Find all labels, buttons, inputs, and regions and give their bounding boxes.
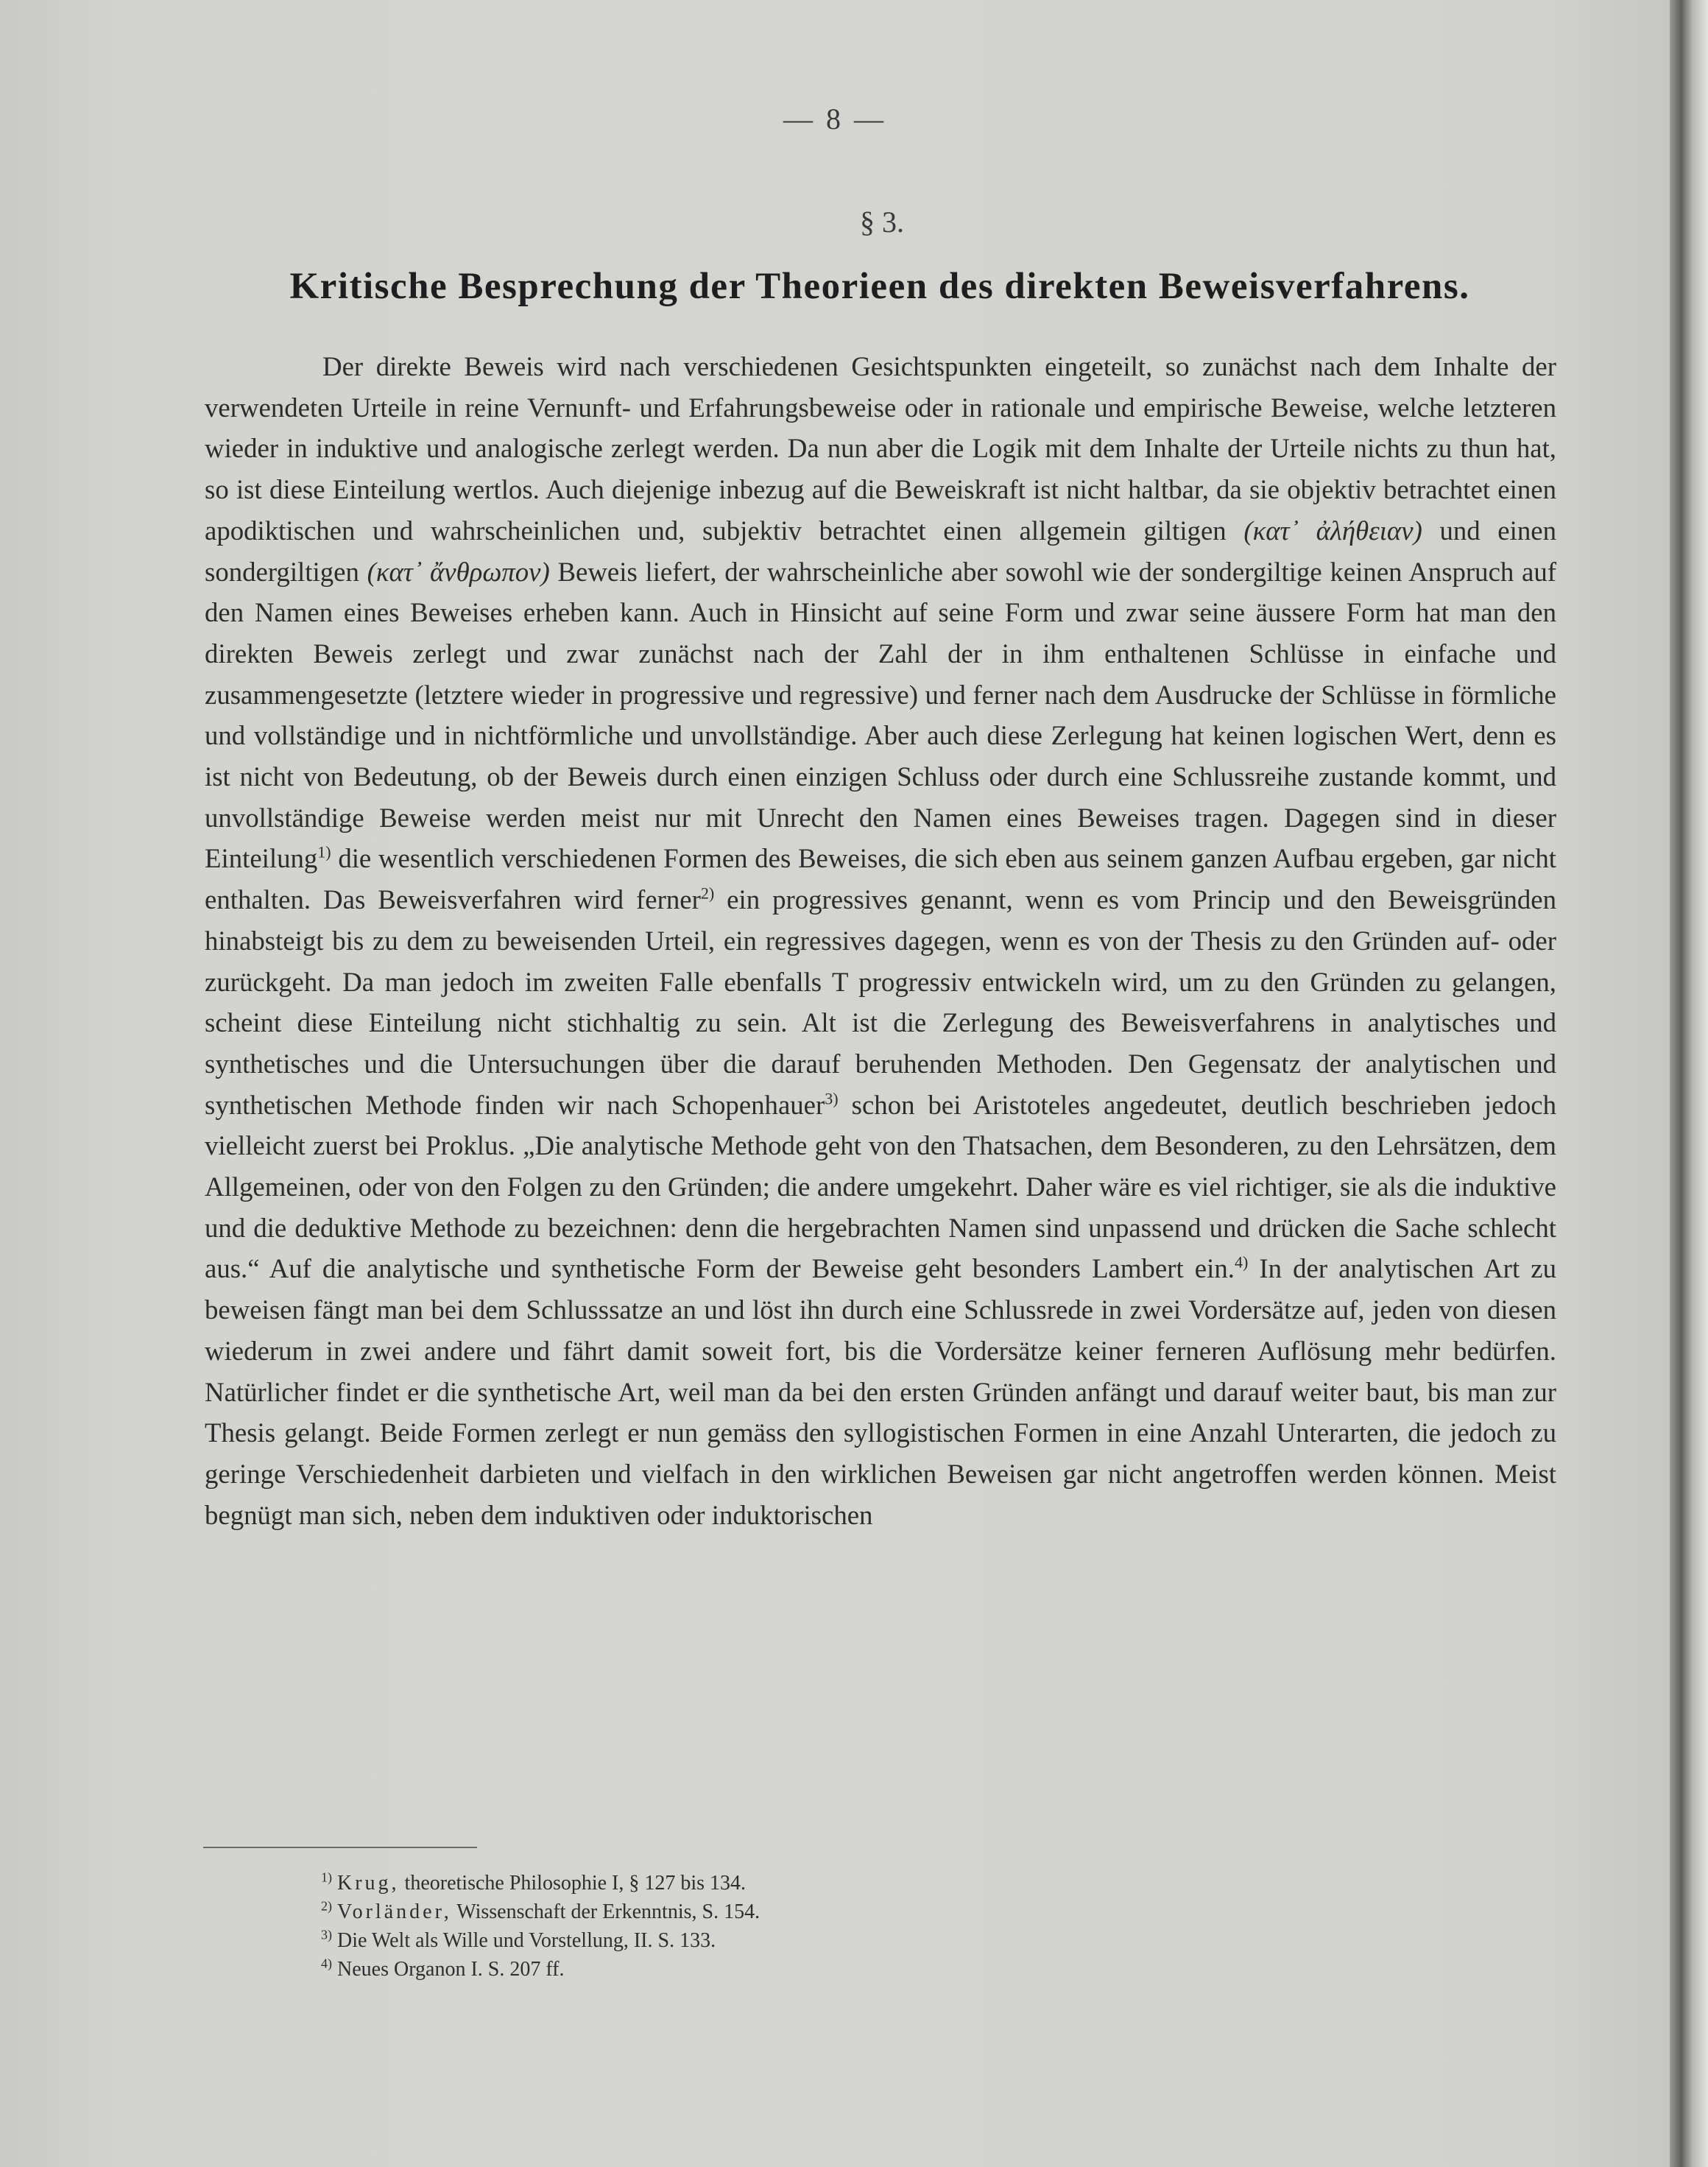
section-mark: § 3. — [860, 205, 904, 239]
footnote-author: Krug, — [337, 1872, 400, 1895]
footnote-mark: 2) — [321, 1898, 332, 1914]
body-text-part: schon bei Aristoteles angedeutet, deutlich beschrieben jedoch vielleicht zuerst bei Proklus. „Die analytische Methode geht von den Thatsachen, dem Besonderen, zu den Lehrsätzen, dem Allgemeinen, oder von den Folgen zu den Gründen; die andere umgekehrt. Daher wäre es viel richtiger, sie als die induktive und die deduktive Methode zu bezeichnen: denn die hergebrachten Namen sind unpassend und drücken die Sache schlecht aus.“ Auf die analytische und synthetische Form der Beweise geht besonders Lambert ein. — [205, 1089, 1556, 1284]
footnote — [321, 1955, 760, 1984]
body-text-part: In der analytischen Art zu beweisen fängt man bei dem Schlusssatze an und löst ihn durch eine Schlussrede in zwei Vordersätze auf, jeden von diesen wiederum in zwei andere und fährt damit soweit fort, bis die Vordersätze keiner ferneren Auflösung mehr bedürfen. Natürlicher findet er die synthetische Art, weil man da bei den ersten Gründen anfängt und darauf weiter baut, bis man zur Thesis gelangt. Beide Formen zerlegt er nun gemäss den syllogistischen Formen in eine Anzahl Unterarten, die jedoch zu geringe Verschiedenheit darbieten und vielfach in den wirklichen Beweisen gar nicht angetroffen werden können. Meist begnügt man sich, neben dem induktiven oder induktorischen — [205, 1253, 1556, 1530]
page-binding-edge — [1670, 0, 1708, 2167]
body-text-part: Der direkte Beweis wird nach verschiedenen Gesichtspunkten eingeteilt, so zunächst nach dem Inhalte der verwendeten Urteile in reine Vernunft- und Erfahrungsbeweise oder in rationale und empirische Beweise, welche letzteren wieder in induktive und analogische zerlegt werden. Da nun aber die Logik mit dem Inhalte der Urteile nichts zu thun hat, so ist diese Einteilung wertlos. Auch diejenige inbezug auf die Beweiskraft ist nicht haltbar, da sie objektiv betrachtet einen apodiktischen und wahrscheinlichen und, subjektiv betrachtet einen allgemein giltigen — [205, 351, 1556, 546]
page-number: — 8 — — [783, 102, 886, 135]
footnote-author: Vorländer, — [337, 1900, 452, 1923]
greek-phrase: (κατ᾽ ἄνθρωπον) — [367, 556, 550, 587]
body-text-part: ein progressives genannt, wenn es vom Princip und den Beweisgründen hinabsteigt bis zu dem zu beweisenden Urteil, ein regressives dagegen, wenn es von der Thesis zu den Gründen auf- oder zurückgeht. Da man jedoch im zweiten Falle ebenfalls T progressiv entwickeln wird, um zu den Gründen zu gelangen, scheint diese Einteilung nicht stichhaltig zu sein. Alt ist die Zerlegung des Beweisverfahrens in analytisches und synthetisches und die Untersuchungen über die darauf beruhenden Methoden. Den Gegensatz der analytischen und synthetischen Methode finden wir nach Schopenhauer — [205, 884, 1556, 1120]
body-text-part: die wesentlich verschiedenen Formen des Beweises, die sich eben aus seinem ganzen Aufbau ergeben, gar nicht enthalten. Das Beweisverfahren wird ferner — [205, 843, 1556, 915]
greek-phrase: (κατ᾽ ἀλήθειαν) — [1243, 515, 1422, 546]
footnote-text: Neues Organon I. S. 207 ff. — [337, 1958, 565, 1981]
body-text-part: und einen sondergiltigen — [205, 515, 1556, 587]
footnote-text: Die Welt als Wille und Vorstellung, II. S. 133. — [337, 1929, 716, 1952]
footnote-mark: 1) — [321, 1870, 332, 1885]
footnote-text: theoretische Philosophie I, § 127 bis 134. — [404, 1872, 747, 1895]
footnote-reference: 4) — [1234, 1253, 1249, 1272]
footnote — [321, 1926, 760, 1955]
footnote-reference: 2) — [700, 884, 715, 903]
footnote-divider — [203, 1847, 477, 1848]
footnotes — [321, 1869, 760, 1984]
footnote-reference: 1) — [317, 843, 331, 862]
footnote-reference: 3) — [825, 1089, 839, 1108]
footnote-mark: 4) — [321, 1956, 332, 1971]
section-heading: Kritische Besprechung der Theorieen des direkten Beweisverfahrens. — [289, 266, 1470, 307]
body-text-part: Beweis liefert, der wahrscheinliche aber sowohl wie der sondergiltige keinen Anspruch auf den Namen eines Beweises erheben kann. Auch in Hinsicht auf seine Form und zwar seine äussere Form hat man den direkten Beweis zerlegt und zwar zunächst nach der Zahl der in ihm enthaltenen Schlüsse in einfache und zusammengesetzte (letztere wieder in progressive und regressive) und ferner nach dem Ausdrucke der Schlüsse in förmliche und vollständige und in nichtförmliche und unvollständige. Aber auch diese Zerlegung hat keinen logischen Wert, denn es ist nicht von Bedeutung, ob der Beweis durch einen einzigen Schluss oder durch eine Schlussreihe zustande kommt, und unvollständige Beweise werden meist nur mit Unrecht den Namen eines Beweises tragen. Dagegen sind in dieser Einteilung — [205, 556, 1556, 874]
body-paragraph — [205, 346, 1556, 1535]
footnote — [321, 1869, 760, 1898]
footnote — [321, 1898, 760, 1926]
footnote-mark: 3) — [321, 1927, 332, 1942]
footnote-text: Wissenschaft der Erkenntnis, S. 154. — [456, 1900, 761, 1923]
